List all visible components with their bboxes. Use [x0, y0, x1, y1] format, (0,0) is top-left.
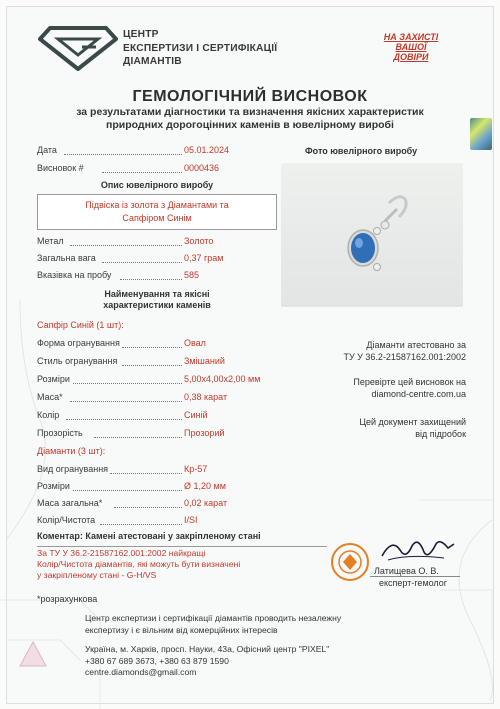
date-value: 05.01.2024 — [184, 145, 230, 155]
leader-dots — [110, 473, 182, 474]
leader-dots — [102, 262, 182, 263]
description-line: Сапфіром Синім — [122, 213, 192, 223]
metal-value: Золото — [184, 236, 214, 246]
sapphire-heading: Сапфір Синій (1 шт): — [37, 320, 124, 330]
diamonds-size-value: Ø 1,20 мм — [184, 481, 226, 491]
sapphire-style-label: Стиль огранування — [37, 356, 118, 366]
footnote: *розрахункова — [37, 594, 98, 604]
description-heading: Опис ювелірного виробу — [100, 180, 214, 190]
sapphire-size-label: Розміри — [37, 374, 70, 384]
verify-link[interactable]: diamond-centre.com.ua — [371, 389, 466, 399]
sapphire-clarity-value: Прозорий — [184, 428, 225, 438]
leader-dots — [94, 437, 182, 438]
leader-dots — [73, 490, 182, 491]
subtitle-line: природних дорогоцінних каменів в ювелірному виробі — [106, 119, 394, 131]
diamonds-heading: Діаманти (3 шт): — [37, 446, 106, 456]
leader-dots — [70, 245, 182, 246]
document-title: ГЕМОЛОГІЧНИЙ ВИСНОВОК — [132, 88, 368, 105]
verify-info — [300, 376, 466, 400]
sapphire-shape-value: Овал — [184, 338, 206, 348]
slogan-line: ДОВІРИ — [393, 52, 429, 62]
sapphire-color-value: Синій — [184, 410, 208, 420]
weight-value: 0,37 грам — [184, 253, 224, 263]
leader-dots — [122, 365, 182, 366]
sapphire-shape-label: Форма огранування — [37, 338, 120, 348]
verify-line: Перевірте цей висновок на — [353, 377, 466, 387]
footer-email[interactable]: centre.diamonds@gmail.com — [85, 667, 197, 677]
org-name — [123, 28, 277, 69]
leader-dots — [100, 524, 182, 525]
description-box — [37, 194, 277, 230]
metal-label: Метал — [37, 236, 64, 246]
leader-dots — [102, 172, 182, 173]
leader-dots — [64, 154, 182, 155]
leader-dots — [122, 347, 182, 348]
note-line: у закріпленому стані - G-H/VS — [37, 570, 157, 580]
comment: Коментар: Камені атестовані у закріпленому стані — [37, 531, 261, 541]
diamonds-mass-value: 0,02 карат — [184, 498, 228, 508]
jewelry-photo — [281, 163, 463, 307]
note-line: Колір/Чистота діамантів, які можуть бути визначені — [37, 559, 241, 569]
slogan-line: НА ЗАХИСТІ — [383, 32, 439, 42]
leader-dots — [114, 507, 182, 508]
document-subtitle — [40, 106, 460, 132]
diamonds-size-label: Розміри — [37, 481, 70, 491]
note — [37, 548, 240, 581]
attestation-line: Діаманти атестовано за — [366, 340, 466, 350]
protection-line: Цей документ захищений — [359, 417, 466, 427]
hallmark-value: 585 — [184, 270, 200, 280]
org-name-line: ЕКСПЕРТИЗИ І СЕРТИФІКАЦІЇ — [123, 42, 278, 54]
signature-icon — [378, 534, 458, 566]
description-line: Підвіска із золота з Діамантами та — [85, 200, 229, 210]
leader-dots — [70, 401, 182, 402]
weight-label: Загальна вага — [37, 253, 96, 263]
footer-line: експертизу і є вільним від комерційних інтересів — [85, 624, 278, 635]
stones-heading — [37, 289, 277, 311]
photo-label: Фото ювелірного виробу — [305, 146, 418, 156]
protection-info — [300, 416, 466, 440]
protection-line: від підробок — [415, 429, 466, 439]
stamp-icon — [330, 542, 370, 582]
diamonds-cut-value: Кр-57 — [184, 464, 208, 474]
number-label: Висновок # — [37, 163, 84, 173]
number-value: 0000436 — [184, 163, 220, 173]
footer — [85, 613, 341, 679]
leader-dots — [120, 279, 182, 280]
sapphire-mass-label: Маса* — [37, 392, 63, 402]
footer-phones: +380 67 689 3673, +380 63 879 1590 — [85, 655, 229, 666]
note-line: За ТУ У 36.2-21587162.001:2002 найкращі — [37, 548, 206, 558]
footer-line: Центр експертизи і сертифікації діамантів проводить незалежну — [85, 613, 342, 623]
slogan-line: ВАШОЇ — [395, 42, 427, 52]
subtitle-line: за результатами діагностики та визначення якісних характеристик — [76, 106, 424, 118]
stones-heading-line: Найменування та якісні — [104, 289, 210, 299]
diamonds-color-label: Колір/Чистота — [37, 515, 96, 525]
stones-heading-line: характеристики каменів — [103, 300, 211, 310]
diamonds-color-value: I/SI — [184, 515, 198, 525]
sapphire-size-value: 5,00x4,00x2,00 мм — [184, 374, 261, 384]
signature-line — [370, 576, 460, 577]
org-name-line: ДІАМАНТІВ — [123, 56, 182, 67]
divider — [37, 546, 327, 547]
expert-name: Латищева О. В. — [374, 566, 439, 576]
leader-dots — [66, 419, 182, 420]
sapphire-style-value: Змішаний — [184, 356, 225, 366]
org-name-line: ЦЕНТР — [123, 29, 159, 40]
triangle-decoration-icon — [18, 640, 48, 668]
pendant-image-icon — [281, 163, 463, 307]
diamonds-mass-label: Маса загальна* — [37, 498, 103, 508]
sapphire-mass-value: 0,38 карат — [184, 392, 228, 402]
sapphire-clarity-label: Прозорість — [37, 428, 83, 438]
expert-role: експерт-гемолог — [379, 578, 448, 588]
leader-dots — [73, 383, 182, 384]
diamond-logo-icon — [38, 25, 118, 71]
footer-address: Україна, м. Харків, просп. Науки, 43а, Офісний центр "PIXEL" — [85, 644, 330, 654]
attestation-line: ТУ У 36.2-21587162.001:2002 — [343, 352, 466, 362]
attestation-info — [300, 339, 466, 363]
sapphire-color-label: Колір — [37, 410, 60, 420]
slogan — [373, 32, 449, 62]
hologram-sticker-icon — [470, 118, 492, 150]
diamonds-cut-label: Вид огранування — [37, 464, 109, 474]
date-label: Дата — [37, 145, 57, 155]
hallmark-label: Вказівка на пробу — [37, 270, 112, 280]
